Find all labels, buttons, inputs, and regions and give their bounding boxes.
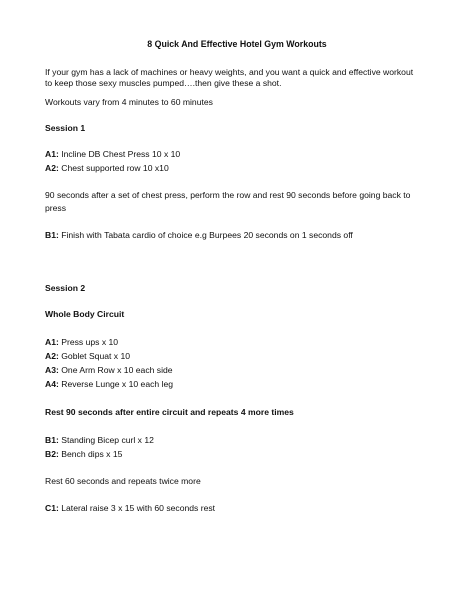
exercise-label: A1:: [45, 149, 59, 159]
exercise-label: A3:: [45, 365, 59, 375]
final-c1: [45, 503, 215, 514]
superset-b2: [45, 449, 122, 460]
exercise-label: B2:: [45, 449, 59, 459]
exercise-text: Press ups x 10: [58, 337, 119, 347]
exercise-label: C1:: [45, 503, 59, 513]
session-2-heading: Session 2: [45, 283, 86, 293]
exercise-text: One Arm Row x 10 each side: [58, 365, 173, 375]
session-1-note-line-2: press: [45, 203, 67, 213]
exercise-a2: [45, 163, 169, 174]
intro-line-1: If your gym has a lack of machines or heavy weights, and you want a quick and effective workout: [45, 67, 414, 77]
session-1-heading: Session 1: [45, 123, 86, 133]
exercise-label: B1:: [45, 435, 59, 445]
exercise-label: A2:: [45, 351, 59, 361]
exercise-text: Chest supported row 10 x10: [58, 163, 169, 173]
exercise-a1: [45, 149, 180, 160]
exercise-label: B1:: [45, 230, 59, 240]
exercise-label: A4:: [45, 379, 59, 389]
circuit-a3: [45, 365, 173, 376]
exercise-text: Reverse Lunge x 10 each leg: [58, 379, 174, 389]
exercise-text: Goblet Squat x 10: [58, 351, 131, 361]
session-2-subheading: Whole Body Circuit: [45, 309, 125, 319]
intro-line-2: to keep those sexy muscles pumped….then give these a shot.: [45, 78, 282, 88]
circuit-a2: [45, 351, 130, 362]
circuit-a4: [45, 379, 173, 390]
duration-note: Workouts vary from 4 minutes to 60 minutes: [45, 97, 213, 107]
exercise-text: Lateral raise 3 x 15 with 60 seconds rest: [58, 503, 216, 513]
circuit-a1: [45, 337, 118, 348]
exercise-text: Standing Bicep curl x 12: [58, 435, 154, 445]
rest-heading: Rest 90 seconds after entire circuit and repeats 4 more times: [45, 407, 294, 417]
session-1-note-line-1: 90 seconds after a set of chest press, perform the row and rest 90 seconds before going back to: [45, 190, 411, 200]
superset-b1: [45, 435, 154, 446]
exercise-text: Finish with Tabata cardio of choice e.g Burpees 20 seconds on 1 seconds off: [58, 230, 353, 240]
document-title: 8 Quick And Effective Hotel Gym Workouts: [147, 39, 327, 49]
finisher-b1: [45, 230, 353, 241]
exercise-text: Bench dips x 15: [58, 449, 123, 459]
exercise-text: Incline DB Chest Press 10 x 10: [58, 149, 181, 159]
exercise-label: A1:: [45, 337, 59, 347]
exercise-label: A2:: [45, 163, 59, 173]
rest-note: Rest 60 seconds and repeats twice more: [45, 476, 201, 486]
